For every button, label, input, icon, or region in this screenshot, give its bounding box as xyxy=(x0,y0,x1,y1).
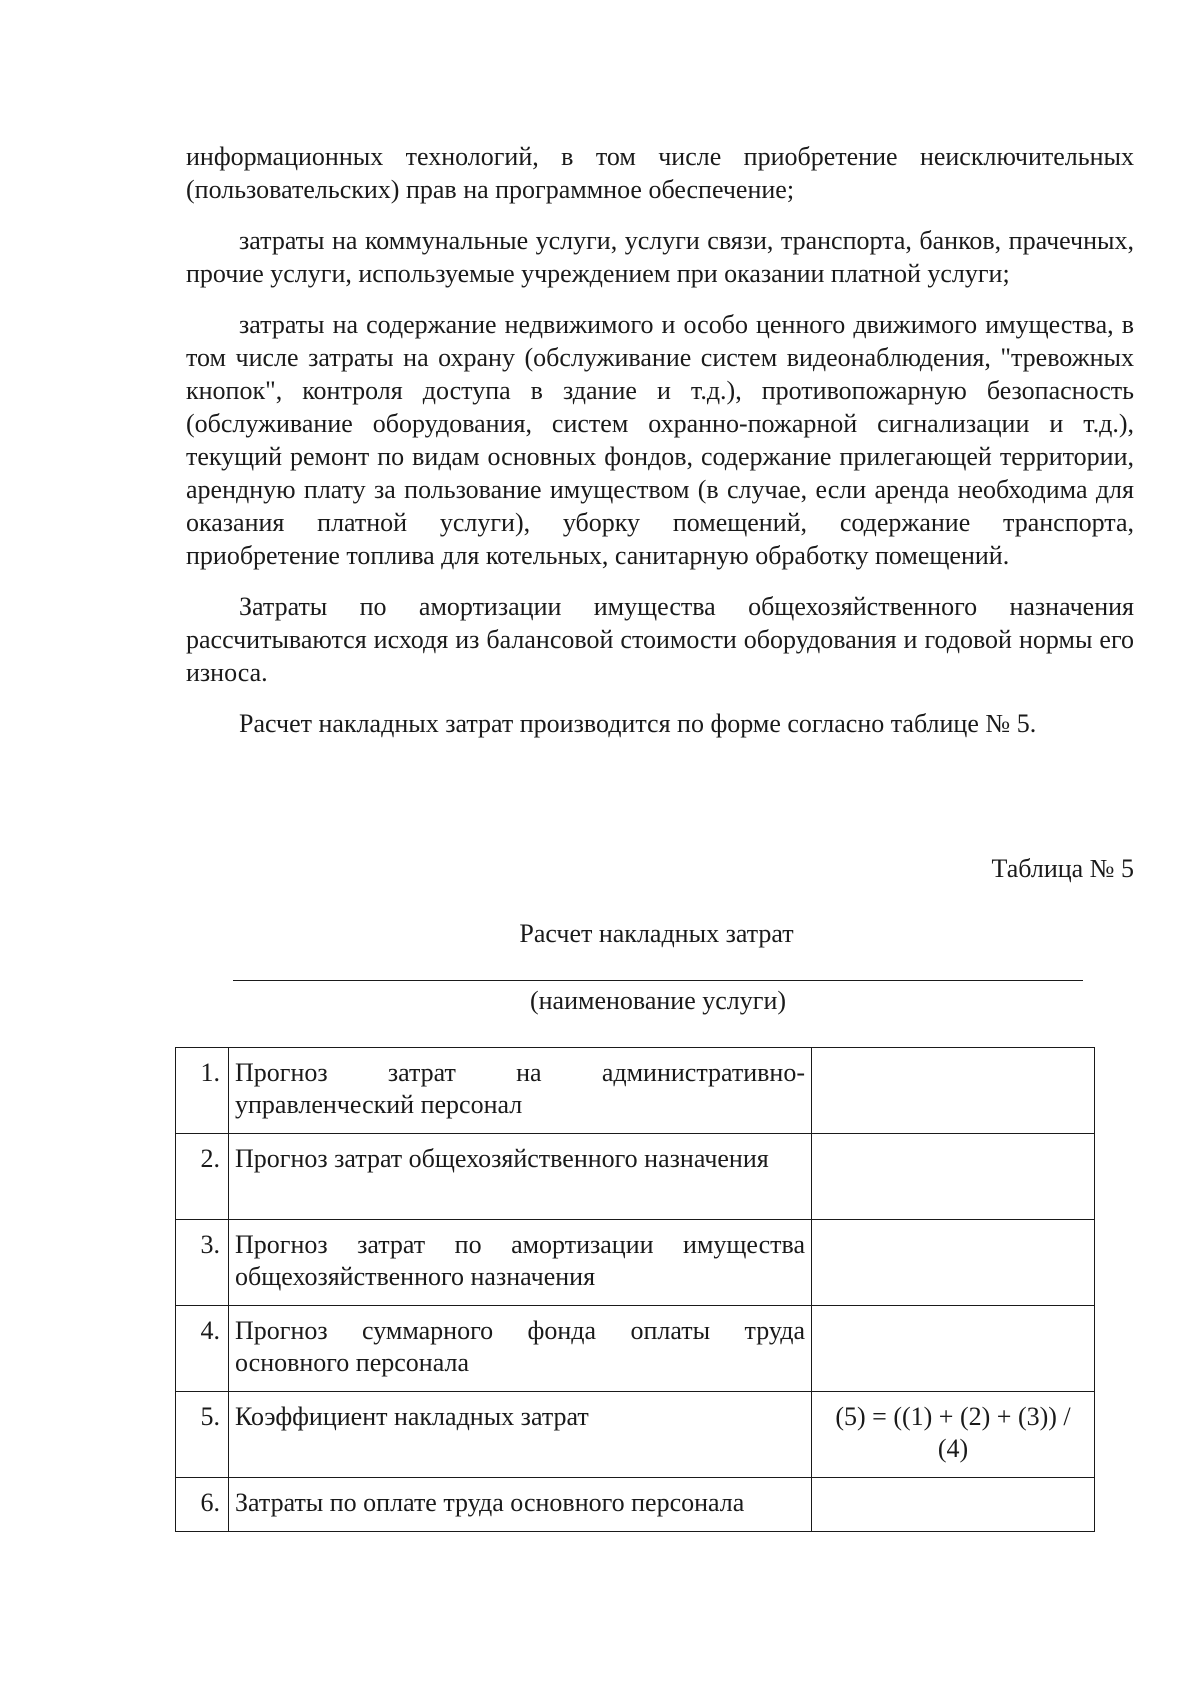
row-description: Прогноз затрат по амортизации имущества общехозяйственного назначения xyxy=(229,1220,812,1306)
paragraph: Расчет накладных затрат производится по форме согласно таблице № 5. xyxy=(239,709,1037,738)
table-title: Расчет накладных затрат xyxy=(519,919,794,948)
table-row xyxy=(176,1134,1095,1220)
table-row xyxy=(176,1220,1095,1306)
row-value xyxy=(812,1048,1095,1134)
row-value xyxy=(812,1478,1095,1532)
row-value xyxy=(812,1220,1095,1306)
overhead-calculation-table xyxy=(175,1047,1095,1532)
row-value xyxy=(812,1134,1095,1220)
table-row xyxy=(176,1392,1095,1478)
table-row xyxy=(176,1048,1095,1134)
row-number: 6. xyxy=(176,1478,229,1532)
row-description: Затраты по оплате труда основного персонала xyxy=(229,1478,812,1532)
row-number: 2. xyxy=(176,1134,229,1220)
table-row xyxy=(176,1306,1095,1392)
paragraph: затраты на содержание недвижимого и особо ценного движимого имущества, в том числе затраты на охрану (обслуживание систем видеонаблюдения, "тревожных кнопок", контроля доступа в здание и т.д.), противопожарную безопасность (обслуживание оборудования, систем охранно-пожарной сигнализации и т.д.), текущий ремонт по видам основных фондов, содержание прилегающей территории, арендную плату за пользование имуществом (в случае, если аренда необходима для оказания платной услуги), уборку помещений, содержание транспорта, приобретение топлива для котельных, санитарную обработку помещений. xyxy=(186,310,1134,570)
table-caption: Таблица № 5 xyxy=(991,854,1134,883)
service-name-label: (наименование услуги) xyxy=(529,986,787,1015)
body-text xyxy=(186,140,1134,758)
paragraph: затраты на коммунальные услуги, услуги связи, транспорта, банков, прачечных, прочие услуги, используемые учреждением при оказании платной услуги; xyxy=(186,226,1134,288)
row-description: Прогноз затрат общехозяйственного назначения xyxy=(229,1134,812,1220)
service-name-blank-line xyxy=(233,980,1083,981)
table-row xyxy=(176,1478,1095,1532)
row-description: Прогноз суммарного фонда оплаты труда основного персонала xyxy=(229,1306,812,1392)
row-number: 5. xyxy=(176,1392,229,1478)
row-description: Коэффициент накладных затрат xyxy=(229,1392,812,1478)
paragraph: информационных технологий, в том числе приобретение неисключительных (пользовательских) прав на программное обеспечение; xyxy=(186,142,1134,204)
row-number: 1. xyxy=(176,1048,229,1134)
row-number: 3. xyxy=(176,1220,229,1306)
row-value xyxy=(812,1306,1095,1392)
paragraph: Затраты по амортизации имущества общехозяйственного назначения рассчитываются исходя из балансовой стоимости оборудования и годовой нормы его износа. xyxy=(186,592,1134,687)
row-description: Прогноз затрат на административно-управленческий персонал xyxy=(229,1048,812,1134)
row-value: (5) = ((1) + (2) + (3)) / (4) xyxy=(812,1392,1095,1478)
row-number: 4. xyxy=(176,1306,229,1392)
